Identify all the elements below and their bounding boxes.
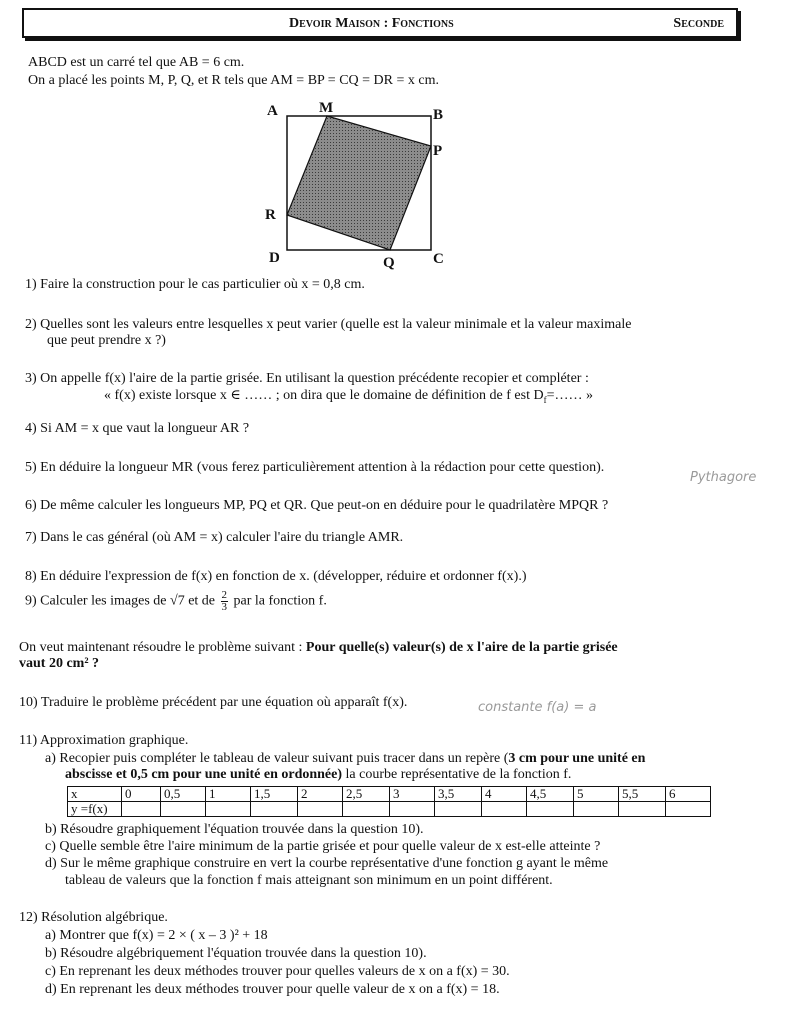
- question-11a-line-2: abscisse et 0,5 cm pour une unité en ordonnée) la courbe représentative de la fonction f.: [65, 767, 572, 782]
- label-b: B: [433, 107, 444, 123]
- table-cell: 4: [482, 787, 527, 802]
- label-m: M: [319, 100, 334, 116]
- document-header: [22, 8, 738, 38]
- question-3-line-2: « f(x) existe lorsque x ∈ …… ; on dira que le domaine de définition de f est $D_f=\dots\dots$ »: [104, 388, 593, 405]
- square-figure: [255, 97, 455, 272]
- table-cell: 1: [206, 787, 251, 802]
- question-12-title: 12) Résolution algébrique.: [19, 910, 168, 925]
- question-11d-line-2: tableau de valeurs que la fonction f mais atteignant son minimum en un point différent.: [65, 873, 553, 888]
- question-11b: b) Résoudre graphiquement l'équation trouvée dans la question 10).: [45, 822, 424, 837]
- label-p: P: [433, 143, 443, 159]
- table-cell: 0: [122, 787, 161, 802]
- table-row-x: [68, 787, 711, 802]
- question-12c: c) En reprenant les deux méthodes trouver pour quelles valeurs de x on a f(x) = 30.: [45, 964, 510, 979]
- label-a: A: [267, 103, 278, 119]
- question-3-line-1: 3) On appelle f(x) l'aire de la partie grisée. En utilisant la question précédente recopier et compléter :: [25, 371, 589, 386]
- question-10: 10) Traduire le problème précédent par une équation où apparaît f(x).: [19, 695, 408, 710]
- question-6: 6) De même calculer les longueurs MP, PQ et QR. Que peut-on en déduire pour le quadrilatère MPQR ?: [25, 498, 609, 513]
- table-cell: 3: [390, 787, 435, 802]
- question-9: 9) Calculer les images de √7 et de $\frac{2}{3}$ par la fonction f.: [25, 589, 327, 613]
- intro-line-1: ABCD est un carré tel que AB = 6 cm.: [28, 55, 245, 70]
- question-11d-line-1: d) Sur le même graphique construire en vert la courbe représentative d'une fonction g ayant le même: [45, 856, 609, 871]
- table-cell: 5,5: [619, 787, 666, 802]
- problem-statement-line-1: On veut maintenant résoudre le problème suivant : Pour quelle(s) valeur(s) de x l'aire de la partie grisée: [19, 640, 618, 655]
- handwritten-note-constante: constante f(a) = a: [478, 700, 597, 715]
- question-11a-line-1: a) Recopier puis compléter le tableau de valeur suivant puis tracer dans un repère (3 cm pour une unité en: [45, 751, 646, 766]
- class-level: Seconde: [673, 16, 724, 31]
- table-cell: 2: [298, 787, 343, 802]
- question-7: 7) Dans le cas général (où AM = x) calculer l'aire du triangle AMR.: [25, 530, 404, 545]
- question-11c: c) Quelle semble être l'aire minimum de la partie grisée et pour quelle valeur de x est-elle atteinte ?: [45, 839, 601, 854]
- fraction-two-thirds: $\frac{2}{3}$: [221, 589, 228, 613]
- handwritten-note-pythagore: Pythagore: [690, 470, 757, 485]
- table-cell: 6: [666, 787, 711, 802]
- label-c: C: [433, 251, 444, 267]
- question-4: 4) Si AM = x que vaut la longueur AR ?: [25, 421, 250, 436]
- table-cell: 4,5: [527, 787, 574, 802]
- table-cell: x: [68, 787, 122, 802]
- question-8: 8) En déduire l'expression de f(x) en fonction de x. (développer, réduire et ordonner f(x).): [25, 569, 527, 584]
- table-cell: 3,5: [435, 787, 482, 802]
- question-11-title: 11) Approximation graphique.: [19, 733, 189, 748]
- values-table: [67, 786, 711, 817]
- question-12d: d) En reprenant les deux méthodes trouver pour quelle valeur de x on a f(x) = 18.: [45, 982, 500, 997]
- shaded-quadrilateral-mpqr: [287, 116, 431, 250]
- table-cell: 0,5: [161, 787, 206, 802]
- question-2-line-2: que peut prendre x ?): [47, 333, 166, 348]
- table-cell: 2,5: [343, 787, 390, 802]
- table-row-fx: [68, 802, 711, 817]
- table-cell: y =f(x): [68, 802, 122, 817]
- problem-statement-line-2: vaut 20 cm² ?: [19, 656, 100, 671]
- label-r: R: [265, 207, 276, 223]
- document-title: Devoir Maison : Fonctions: [289, 16, 454, 31]
- question-5: 5) En déduire la longueur MR (vous ferez particulièrement attention à la rédaction pour cette question).: [25, 460, 605, 475]
- question-12b: b) Résoudre algébriquement l'équation trouvée dans la question 10).: [45, 946, 427, 961]
- question-12a: a) Montrer que f(x) = 2 × ( x – 3 )² + 18: [45, 928, 268, 943]
- table-cell: 1,5: [251, 787, 298, 802]
- label-q: Q: [383, 255, 395, 271]
- table-cell: 5: [574, 787, 619, 802]
- intro-line-2: On a placé les points M, P, Q, et R tels que AM = BP = CQ = DR = x cm.: [28, 73, 439, 88]
- label-d: D: [269, 250, 280, 266]
- question-2-line-1: 2) Quelles sont les valeurs entre lesquelles x peut varier (quelle est la valeur minimale et la valeur maximale: [25, 317, 632, 332]
- question-1: 1) Faire la construction pour le cas particulier où x = 0,8 cm.: [25, 277, 365, 292]
